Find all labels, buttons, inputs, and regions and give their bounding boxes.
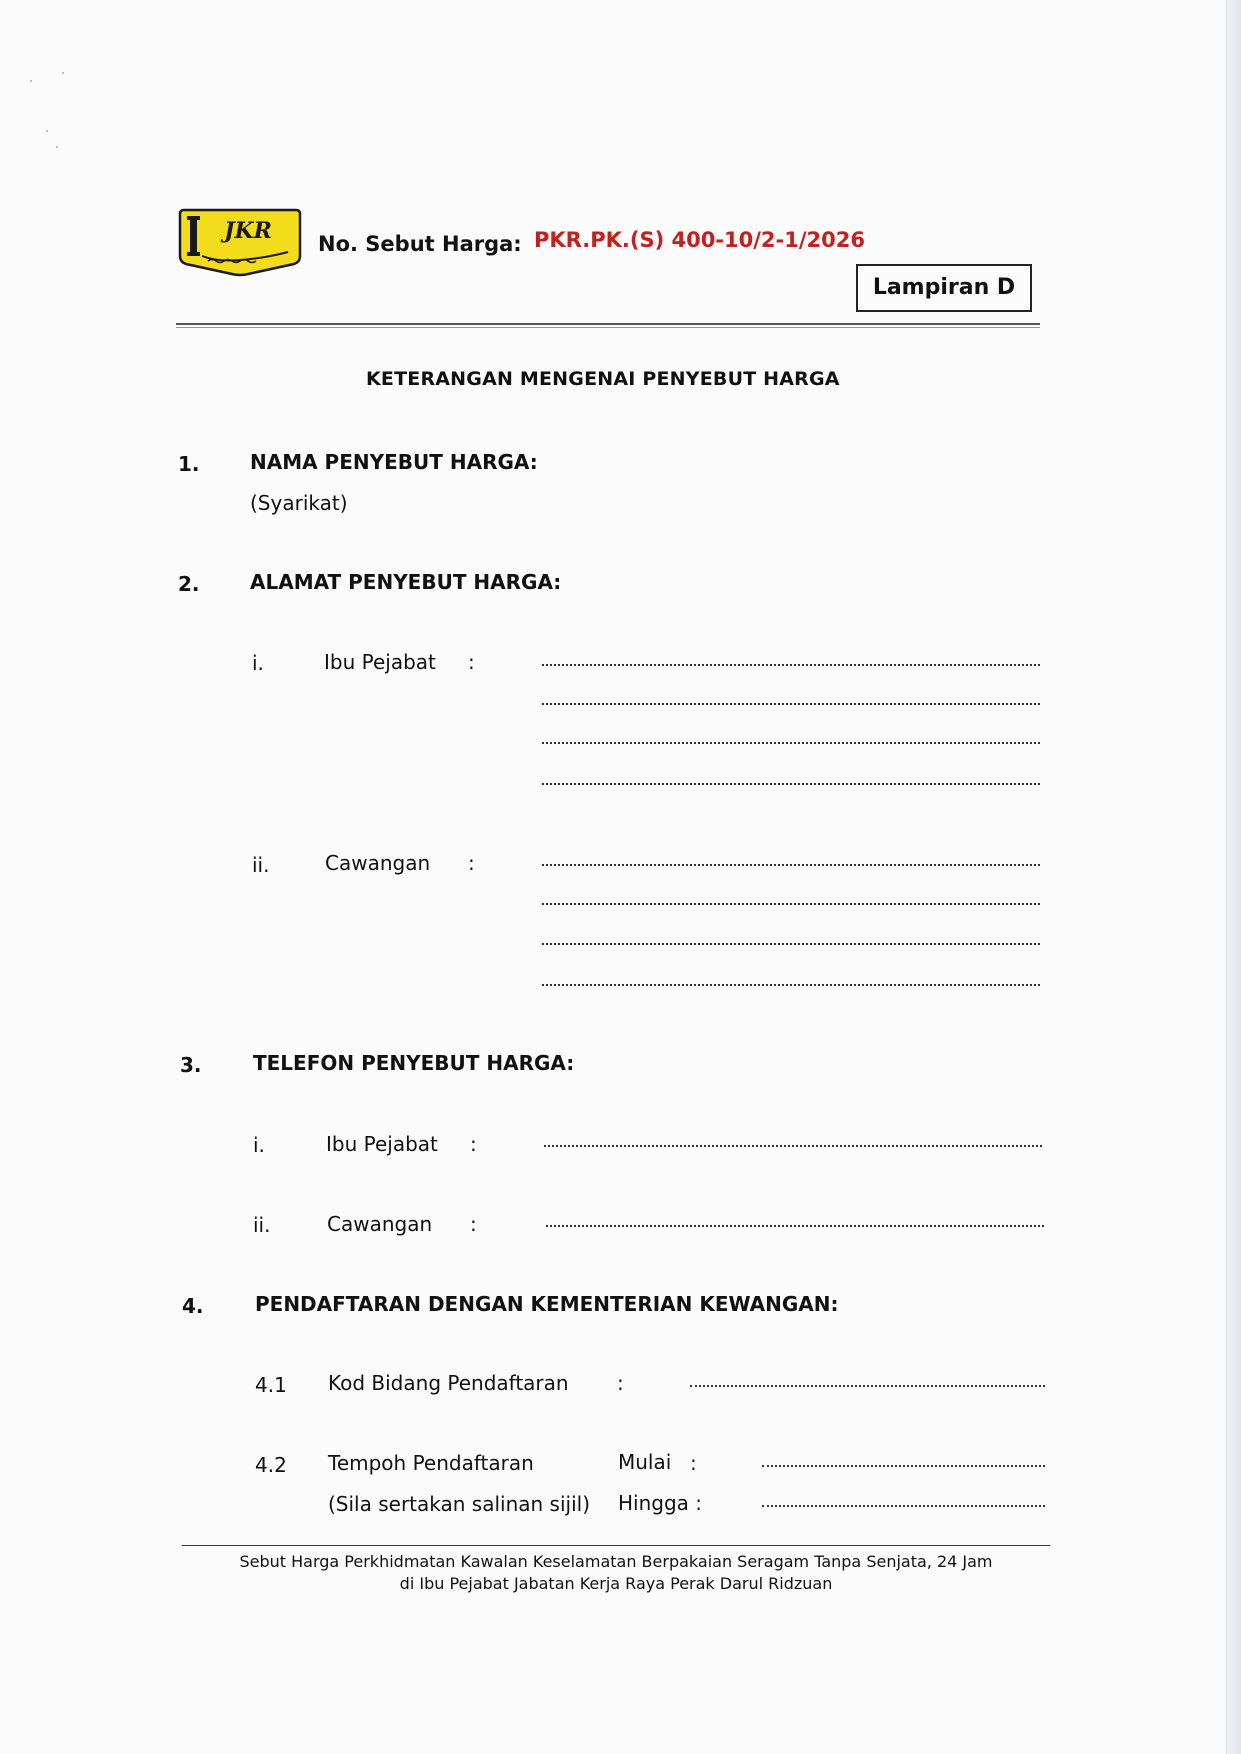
registration-end-line[interactable] xyxy=(762,1505,1045,1507)
section-3-title: TELEFON PENYEBUT HARGA: xyxy=(253,1051,575,1075)
address-hq-line-3[interactable] xyxy=(542,742,1040,744)
registration-period-label: Tempoh Pendaftaran xyxy=(328,1451,534,1475)
registration-code-colon: : xyxy=(617,1371,624,1395)
phone-hq-line[interactable] xyxy=(544,1145,1042,1147)
address-branch-line-1[interactable] xyxy=(542,864,1040,866)
registration-end-label: Hingga : xyxy=(618,1491,703,1515)
scan-speck xyxy=(46,130,48,132)
scan-speck xyxy=(30,80,32,82)
registration-period-note: (Sila sertakan salinan sijil) xyxy=(328,1492,590,1516)
phone-branch-number: ii. xyxy=(253,1213,271,1237)
scan-edge xyxy=(1226,0,1241,1754)
address-hq-line-4[interactable] xyxy=(542,783,1040,785)
header-divider xyxy=(176,323,1040,325)
header-divider-thin xyxy=(176,327,1040,328)
section-1-title: NAMA PENYEBUT HARGA: xyxy=(250,450,538,474)
address-branch-label: Cawangan xyxy=(325,851,431,875)
address-branch-line-3[interactable] xyxy=(542,943,1040,945)
registration-code-line[interactable] xyxy=(690,1385,1045,1387)
phone-branch-label: Cawangan xyxy=(327,1212,433,1236)
footer-divider xyxy=(182,1545,1050,1546)
quote-number-label: No. Sebut Harga: xyxy=(318,232,522,256)
registration-code-label: Kod Bidang Pendaftaran xyxy=(328,1371,569,1395)
phone-branch-colon: : xyxy=(470,1212,477,1236)
section-2-title: ALAMAT PENYEBUT HARGA: xyxy=(250,570,562,594)
document-title: KETERANGAN MENGENAI PENYEBUT HARGA xyxy=(366,368,840,390)
phone-hq-number: i. xyxy=(253,1133,265,1157)
jkr-logo xyxy=(178,204,302,278)
footer-line-2: di Ibu Pejabat Jabatan Kerja Raya Perak Darul Ridzuan xyxy=(399,1574,833,1593)
quote-number-value: PKR.PK.(S) 400-10/2-1/2026 xyxy=(534,228,865,252)
address-branch-colon: : xyxy=(468,851,475,875)
section-1-number: 1. xyxy=(178,452,200,476)
address-branch-line-4[interactable] xyxy=(542,984,1040,986)
section-3-number: 3. xyxy=(180,1053,202,1077)
scan-speck xyxy=(62,72,64,74)
phone-hq-label: Ibu Pejabat xyxy=(326,1132,438,1156)
section-4-number: 4. xyxy=(182,1294,204,1318)
footer-line-1: Sebut Harga Perkhidmatan Kawalan Keselamatan Berpakaian Seragam Tanpa Senjata, 24 Jam xyxy=(239,1552,993,1571)
section-4-title: PENDAFTARAN DENGAN KEMENTERIAN KEWANGAN: xyxy=(255,1292,839,1316)
address-hq-line-2[interactable] xyxy=(542,703,1040,705)
section-1-note: (Syarikat) xyxy=(250,491,348,515)
registration-start-label: Mulai xyxy=(618,1450,672,1474)
address-hq-colon: : xyxy=(468,650,475,674)
address-hq-line-1[interactable] xyxy=(542,664,1040,666)
registration-period-number: 4.2 xyxy=(255,1453,287,1477)
section-2-number: 2. xyxy=(178,572,200,596)
scan-speck xyxy=(56,146,58,148)
registration-start-line[interactable] xyxy=(762,1465,1045,1467)
appendix-label: Lampiran D xyxy=(856,264,1032,312)
phone-branch-line[interactable] xyxy=(546,1225,1044,1227)
address-hq-label: Ibu Pejabat xyxy=(324,650,436,674)
registration-start-colon: : xyxy=(690,1451,697,1475)
logo-text: JKR xyxy=(224,218,272,244)
registration-code-number: 4.1 xyxy=(255,1373,287,1397)
phone-hq-colon: : xyxy=(470,1132,477,1156)
address-branch-line-2[interactable] xyxy=(542,903,1040,905)
address-hq-number: i. xyxy=(252,651,264,675)
address-branch-number: ii. xyxy=(252,853,270,877)
